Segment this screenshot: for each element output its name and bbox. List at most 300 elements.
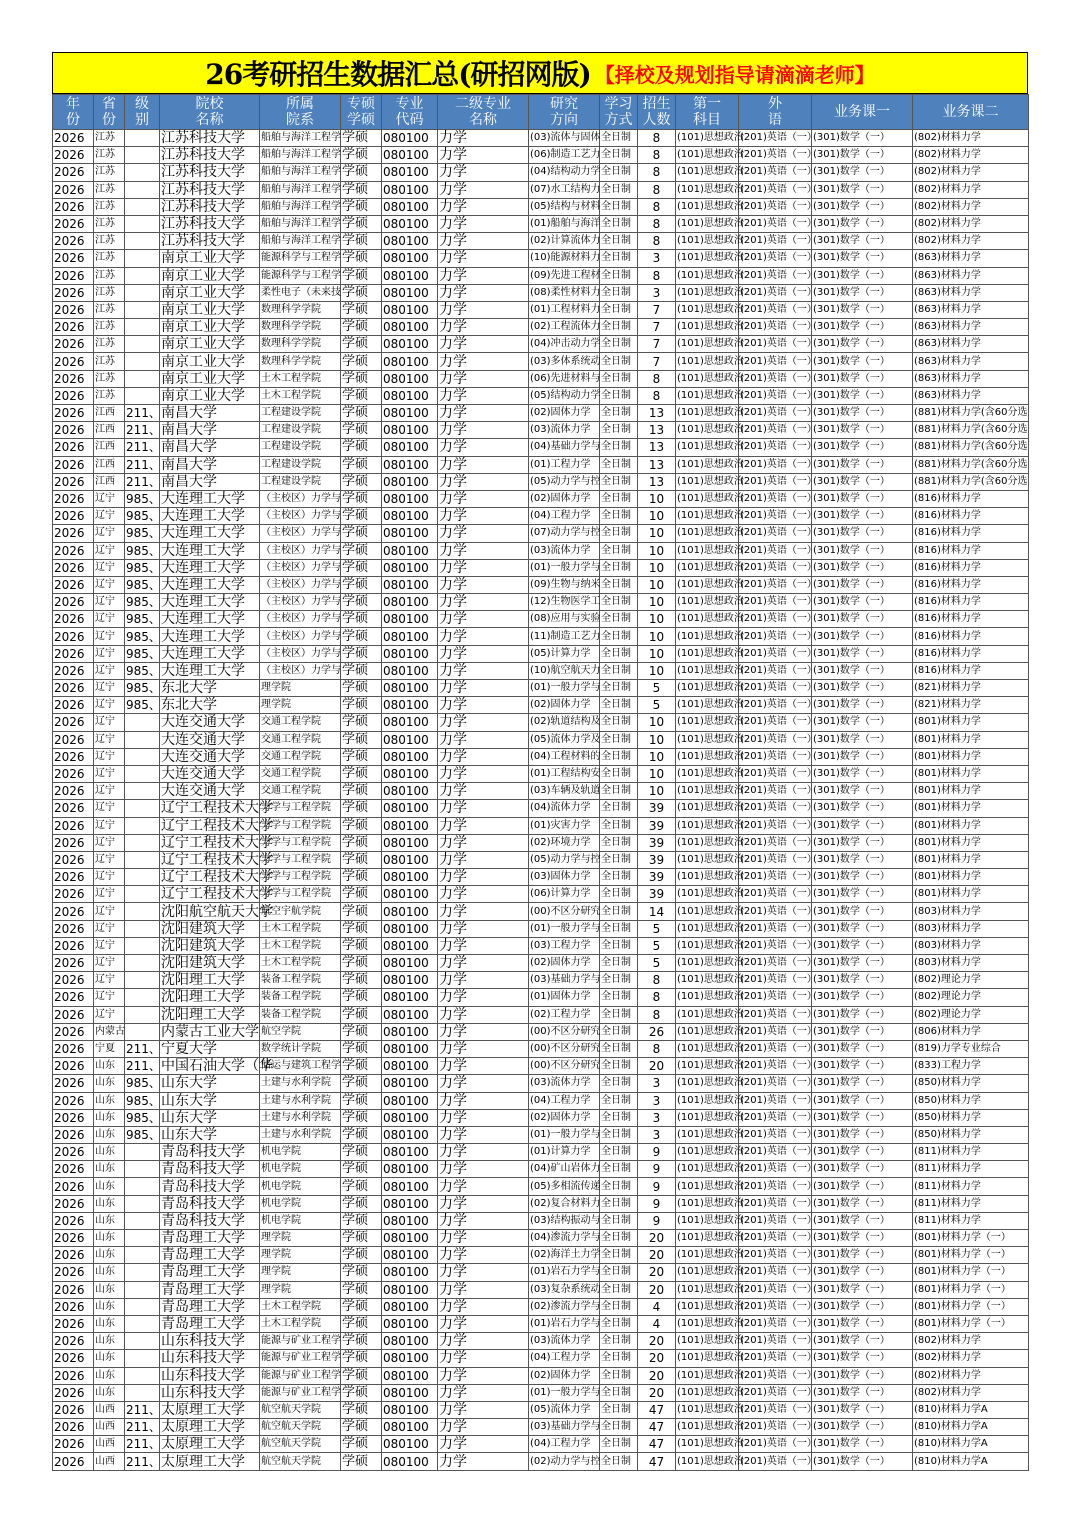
cell-politics-subject: (101)思想政治 bbox=[676, 439, 739, 456]
cell-department: 装备工程学院 bbox=[260, 989, 341, 1006]
cell-research-direction: (03)基础力学与 bbox=[529, 972, 600, 989]
cell-department: （主校区）力学与 bbox=[260, 594, 341, 611]
cell-major-name: 力学 bbox=[438, 989, 529, 1006]
table-row bbox=[53, 353, 1029, 370]
cell-politics-subject: (101)思想政治 bbox=[676, 319, 739, 336]
cell-subject-one: (301)数学（一） bbox=[812, 937, 913, 954]
cell-politics-subject: (101)思想政治 bbox=[676, 422, 739, 439]
cell-year: 2026 bbox=[53, 1384, 94, 1401]
cell-degree-type: 学硕 bbox=[341, 473, 382, 490]
cell-school: 南昌大学 bbox=[160, 456, 260, 473]
cell-school: 沈阳建筑大学 bbox=[160, 920, 260, 937]
cell-degree-type: 学硕 bbox=[341, 1298, 382, 1315]
table-row bbox=[53, 164, 1029, 181]
cell-province: 山东 bbox=[94, 1298, 125, 1315]
cell-level: 985、 bbox=[126, 1076, 161, 1091]
cell-study-mode: 全日制 bbox=[600, 851, 638, 868]
cell-foreign-language: (201)英语（一） bbox=[739, 559, 812, 576]
cell-department: 土木工程学院 bbox=[260, 920, 341, 937]
cell-research-direction: (03)流体力学 bbox=[529, 542, 600, 559]
header-major-code bbox=[382, 95, 438, 130]
cell-foreign-language: (201)英语（一） bbox=[739, 611, 812, 628]
cell-province: 江苏 bbox=[94, 164, 125, 181]
cell-politics-subject: (101)思想政治 bbox=[676, 920, 739, 937]
cell-foreign-language: (201)英语（一） bbox=[739, 233, 812, 250]
cell-foreign-language: (201)英语（一） bbox=[739, 353, 812, 370]
cell-school: 青岛理工大学 bbox=[160, 1230, 260, 1247]
cell-research-direction: (01)岩石力学与 bbox=[529, 1264, 600, 1281]
cell-major-code: 080100 bbox=[382, 1023, 438, 1040]
cell-level bbox=[125, 817, 160, 834]
table-row bbox=[53, 1144, 1029, 1161]
cell-foreign-language: (201)英语（一） bbox=[739, 319, 812, 336]
cell-politics-subject: (101)思想政治 bbox=[676, 1298, 739, 1315]
cell-foreign-language: (201)英语（一） bbox=[739, 1075, 812, 1092]
cell-department: 船舶与海洋工程学 bbox=[260, 181, 341, 198]
cell-study-mode: 全日制 bbox=[600, 1006, 638, 1023]
cell-study-mode: 全日制 bbox=[600, 525, 638, 542]
cell-subject-two: (802)材料力学 bbox=[913, 181, 1029, 198]
cell-study-mode: 全日制 bbox=[600, 439, 638, 456]
cell-level bbox=[125, 1247, 160, 1264]
cell-study-mode: 全日制 bbox=[600, 662, 638, 679]
cell-major-code: 080100 bbox=[382, 525, 438, 542]
cell-quota: 8 bbox=[638, 215, 676, 232]
cell-subject-one: (301)数学（一） bbox=[812, 1006, 913, 1023]
table-row bbox=[53, 594, 1029, 611]
cell-level: 985、 bbox=[126, 595, 161, 610]
cell-province: 山东 bbox=[94, 1161, 125, 1178]
table-row bbox=[53, 422, 1029, 439]
cell-province: 辽宁 bbox=[94, 525, 125, 542]
header-study-mode-line: 学习 bbox=[604, 96, 633, 112]
cell-province: 山东 bbox=[94, 1384, 125, 1401]
cell-province: 辽宁 bbox=[94, 920, 125, 937]
cell-major-name: 力学 bbox=[438, 1058, 529, 1075]
cell-research-direction: (07)动力学与控 bbox=[529, 525, 600, 542]
cell-level bbox=[125, 301, 160, 318]
cell-subject-one: (301)数学（一） bbox=[812, 542, 913, 559]
cell-school: 大连交通大学 bbox=[160, 748, 260, 765]
cell-department: 理学院 bbox=[260, 1247, 341, 1264]
cell-major-name: 力学 bbox=[438, 301, 529, 318]
cell-department: 柔性电子（未来技 bbox=[260, 284, 341, 301]
cell-subject-two: (816)材料力学 bbox=[913, 594, 1029, 611]
cell-research-direction: (02)计算流体力 bbox=[529, 233, 600, 250]
cell-province: 辽宁 bbox=[94, 542, 125, 559]
cell-school: 江苏科技大学 bbox=[160, 215, 260, 232]
cell-research-direction: (00)不区分研究 bbox=[529, 1040, 600, 1057]
cell-school: 山东科技大学 bbox=[160, 1333, 260, 1350]
cell-subject-two: (850)材料力学 bbox=[913, 1126, 1029, 1143]
cell-degree-type: 学硕 bbox=[341, 387, 382, 404]
cell-foreign-language: (201)英语（一） bbox=[739, 267, 812, 284]
cell-subject-two: (810)材料力学A bbox=[913, 1419, 1029, 1436]
cell-major-code: 080100 bbox=[382, 1109, 438, 1126]
cell-major-code: 080100 bbox=[382, 1092, 438, 1109]
cell-year: 2026 bbox=[53, 181, 94, 198]
cell-politics-subject: (101)思想政治 bbox=[676, 662, 739, 679]
cell-school: 山东大学 bbox=[160, 1092, 260, 1109]
cell-quota: 10 bbox=[638, 542, 676, 559]
table-row bbox=[53, 1367, 1029, 1384]
cell-province: 辽宁 bbox=[94, 611, 125, 628]
cell-school: 沈阳航空航天大学 bbox=[161, 903, 273, 920]
header-politics-subject bbox=[676, 95, 739, 130]
cell-level: 211、 bbox=[126, 406, 161, 421]
cell-subject-two: (801)材料力学（一） bbox=[913, 1315, 1029, 1332]
cell-research-direction: (08)应用与实验 bbox=[529, 611, 600, 628]
cell-major-code: 080100 bbox=[382, 164, 438, 181]
cell-foreign-language: (201)英语（一） bbox=[739, 869, 812, 886]
header-foreign-language-line: 语 bbox=[768, 112, 782, 128]
cell-subject-one: (301)数学（一） bbox=[812, 748, 913, 765]
cell-foreign-language: (201)英语（一） bbox=[739, 1144, 812, 1161]
cell-research-direction: (02)固体力学 bbox=[529, 490, 600, 507]
cell-major-name: 力学 bbox=[438, 130, 529, 147]
cell-school: 沈阳理工大学 bbox=[160, 989, 260, 1006]
cell-study-mode: 全日制 bbox=[600, 387, 638, 404]
cell-province: 山东 bbox=[94, 1333, 125, 1350]
cell-school: 太原理工大学 bbox=[160, 1419, 260, 1436]
cell-province: 山东 bbox=[94, 1212, 125, 1229]
cell-level: 985、 bbox=[126, 1127, 161, 1142]
cell-study-mode: 全日制 bbox=[600, 869, 638, 886]
cell-major-code: 080100 bbox=[382, 267, 438, 284]
cell-school: 太原理工大学 bbox=[160, 1453, 260, 1470]
cell-politics-subject: (101)思想政治 bbox=[676, 851, 739, 868]
header-major-code-line: 代码 bbox=[395, 112, 424, 128]
cell-major-name: 力学 bbox=[438, 405, 529, 422]
cell-politics-subject: (101)思想政治 bbox=[676, 903, 739, 920]
cell-quota: 13 bbox=[638, 456, 676, 473]
cell-province: 山西 bbox=[94, 1401, 125, 1418]
cell-department: 力学与工程学院 bbox=[260, 869, 341, 886]
cell-major-name: 力学 bbox=[438, 1401, 529, 1418]
cell-quota: 13 bbox=[638, 473, 676, 490]
cell-major-code: 080100 bbox=[382, 1350, 438, 1367]
cell-subject-one: (301)数学（一） bbox=[812, 645, 913, 662]
cell-politics-subject: (101)思想政治 bbox=[676, 1195, 739, 1212]
cell-politics-subject: (101)思想政治 bbox=[676, 989, 739, 1006]
cell-subject-one: (301)数学（一） bbox=[812, 1419, 913, 1436]
table-row bbox=[53, 473, 1029, 490]
header-subject-one-line: 业务课一 bbox=[834, 104, 890, 120]
cell-major-code: 080100 bbox=[382, 869, 438, 886]
cell-foreign-language: (201)英语（一） bbox=[739, 1281, 812, 1298]
table-row bbox=[53, 1453, 1029, 1470]
cell-level bbox=[125, 319, 160, 336]
cell-major-name: 力学 bbox=[438, 284, 529, 301]
cell-subject-two: (801)材料力学 bbox=[913, 834, 1029, 851]
cell-degree-type: 学硕 bbox=[341, 250, 382, 267]
cell-major-code: 080100 bbox=[382, 731, 438, 748]
cell-politics-subject: (101)思想政治 bbox=[676, 645, 739, 662]
cell-department: 能源与矿业工程学 bbox=[260, 1333, 341, 1350]
table-row bbox=[53, 130, 1029, 147]
cell-department: 力学与工程学院 bbox=[260, 886, 341, 903]
header-degree-type-line: 学硕 bbox=[347, 112, 375, 128]
cell-politics-subject: (101)思想政治 bbox=[676, 1040, 739, 1057]
cell-subject-two: (801)材料力学 bbox=[913, 714, 1029, 731]
cell-subject-one: (301)数学（一） bbox=[812, 267, 913, 284]
cell-politics-subject: (101)思想政治 bbox=[676, 198, 739, 215]
cell-major-code: 080100 bbox=[382, 1384, 438, 1401]
cell-quota: 20 bbox=[638, 1281, 676, 1298]
cell-degree-type: 学硕 bbox=[341, 972, 382, 989]
cell-politics-subject: (101)思想政治 bbox=[676, 1419, 739, 1436]
cell-study-mode: 全日制 bbox=[600, 1367, 638, 1384]
cell-research-direction: (01)一般力学与 bbox=[529, 1384, 600, 1401]
cell-department: 土建与水利学院 bbox=[260, 1109, 341, 1126]
cell-major-code: 080100 bbox=[382, 645, 438, 662]
cell-year: 2026 bbox=[53, 1161, 94, 1178]
cell-quota: 10 bbox=[638, 731, 676, 748]
cell-province: 辽宁 bbox=[94, 834, 125, 851]
cell-school: 青岛理工大学 bbox=[160, 1247, 260, 1264]
cell-major-code: 080100 bbox=[382, 576, 438, 593]
cell-year: 2026 bbox=[53, 714, 94, 731]
cell-major-name: 力学 bbox=[438, 1384, 529, 1401]
cell-department: 能源与矿业工程学 bbox=[260, 1384, 341, 1401]
cell-subject-one: (301)数学（一） bbox=[812, 164, 913, 181]
cell-province: 江苏 bbox=[94, 147, 125, 164]
cell-province: 辽宁 bbox=[94, 697, 125, 714]
cell-school: 南昌大学 bbox=[160, 439, 260, 456]
cell-subject-one: (301)数学（一） bbox=[812, 662, 913, 679]
cell-politics-subject: (101)思想政治 bbox=[676, 1264, 739, 1281]
cell-major-name: 力学 bbox=[438, 800, 529, 817]
cell-research-direction: (03)基础力学与 bbox=[529, 1419, 600, 1436]
cell-level: 985、 bbox=[126, 577, 161, 592]
cell-level bbox=[125, 1333, 160, 1350]
cell-study-mode: 全日制 bbox=[600, 955, 638, 972]
cell-level bbox=[125, 387, 160, 404]
cell-foreign-language: (201)英语（一） bbox=[739, 1333, 812, 1350]
table-row bbox=[53, 1109, 1029, 1126]
cell-school: 大连理工大学 bbox=[160, 645, 260, 662]
cell-subject-two: (816)材料力学 bbox=[913, 645, 1029, 662]
cell-subject-one: (301)数学（一） bbox=[812, 1109, 913, 1126]
cell-level: 211、 bbox=[126, 1059, 161, 1074]
header-subject-one bbox=[812, 95, 913, 130]
cell-politics-subject: (101)思想政治 bbox=[676, 542, 739, 559]
cell-major-name: 力学 bbox=[438, 765, 529, 782]
cell-study-mode: 全日制 bbox=[600, 1436, 638, 1453]
cell-subject-one: (301)数学（一） bbox=[812, 319, 913, 336]
cell-major-code: 080100 bbox=[382, 1144, 438, 1161]
cell-study-mode: 全日制 bbox=[600, 1230, 638, 1247]
cell-major-code: 080100 bbox=[382, 937, 438, 954]
cell-major-name: 力学 bbox=[438, 955, 529, 972]
cell-school: 辽宁工程技术大学 bbox=[161, 817, 273, 834]
cell-subject-one: (301)数学（一） bbox=[812, 284, 913, 301]
cell-major-code: 080100 bbox=[382, 594, 438, 611]
cell-subject-one: (301)数学（一） bbox=[812, 714, 913, 731]
cell-degree-type: 学硕 bbox=[341, 456, 382, 473]
table-row bbox=[53, 181, 1029, 198]
cell-politics-subject: (101)思想政治 bbox=[676, 490, 739, 507]
cell-politics-subject: (101)思想政治 bbox=[676, 680, 739, 697]
cell-school: 大连理工大学 bbox=[160, 576, 260, 593]
cell-research-direction: (10)能源材料力 bbox=[529, 250, 600, 267]
cell-department: 机电学院 bbox=[260, 1178, 341, 1195]
cell-degree-type: 学硕 bbox=[341, 920, 382, 937]
cell-subject-two: (816)材料力学 bbox=[913, 525, 1029, 542]
cell-subject-one: (301)数学（一） bbox=[812, 869, 913, 886]
cell-department: （主校区）力学与 bbox=[260, 508, 341, 525]
cell-degree-type: 学硕 bbox=[341, 1436, 382, 1453]
cell-research-direction: (05)结构动力学 bbox=[529, 387, 600, 404]
cell-politics-subject: (101)思想政治 bbox=[676, 869, 739, 886]
cell-department: 交通工程学院 bbox=[260, 731, 341, 748]
cell-subject-two: (803)材料力学 bbox=[913, 903, 1029, 920]
cell-quota: 8 bbox=[638, 181, 676, 198]
table-row bbox=[53, 1264, 1029, 1281]
table-row bbox=[53, 955, 1029, 972]
cell-school: 江苏科技大学 bbox=[160, 164, 260, 181]
cell-foreign-language: (201)英语（一） bbox=[739, 886, 812, 903]
cell-school: 中国石油大学（华 bbox=[161, 1058, 273, 1075]
cell-level: 985、 bbox=[126, 560, 161, 575]
cell-year: 2026 bbox=[53, 1247, 94, 1264]
cell-province: 辽宁 bbox=[94, 594, 125, 611]
table-body bbox=[53, 130, 1029, 1471]
cell-school: 大连理工大学 bbox=[160, 525, 260, 542]
cell-year: 2026 bbox=[53, 198, 94, 215]
cell-degree-type: 学硕 bbox=[341, 422, 382, 439]
cell-study-mode: 全日制 bbox=[600, 1247, 638, 1264]
cell-subject-one: (301)数学（一） bbox=[812, 972, 913, 989]
cell-study-mode: 全日制 bbox=[600, 886, 638, 903]
cell-degree-type: 学硕 bbox=[341, 731, 382, 748]
cell-subject-two: (816)材料力学 bbox=[913, 611, 1029, 628]
cell-year: 2026 bbox=[53, 1453, 94, 1470]
table-row bbox=[53, 1126, 1029, 1143]
cell-province: 辽宁 bbox=[94, 886, 125, 903]
cell-quota: 8 bbox=[638, 164, 676, 181]
cell-level bbox=[125, 937, 160, 954]
cell-department: 土木工程学院 bbox=[260, 370, 341, 387]
cell-level bbox=[125, 748, 160, 765]
cell-province: 江苏 bbox=[94, 284, 125, 301]
cell-study-mode: 全日制 bbox=[600, 748, 638, 765]
table-row bbox=[53, 1384, 1029, 1401]
cell-subject-one: (301)数学（一） bbox=[812, 456, 913, 473]
cell-study-mode: 全日制 bbox=[600, 559, 638, 576]
cell-degree-type: 学硕 bbox=[341, 869, 382, 886]
cell-foreign-language: (201)英语（一） bbox=[739, 1058, 812, 1075]
cell-province: 辽宁 bbox=[94, 869, 125, 886]
cell-subject-two: (863)材料力学 bbox=[913, 250, 1029, 267]
cell-year: 2026 bbox=[53, 697, 94, 714]
cell-subject-one: (301)数学（一） bbox=[812, 130, 913, 147]
cell-year: 2026 bbox=[53, 731, 94, 748]
cell-school: 南京工业大学 bbox=[160, 336, 260, 353]
table-row bbox=[53, 1212, 1029, 1229]
cell-year: 2026 bbox=[53, 748, 94, 765]
cell-quota: 9 bbox=[638, 1161, 676, 1178]
cell-foreign-language: (201)英语（一） bbox=[739, 508, 812, 525]
cell-study-mode: 全日制 bbox=[600, 920, 638, 937]
cell-subject-one: (301)数学（一） bbox=[812, 405, 913, 422]
cell-subject-one: (301)数学（一） bbox=[812, 1144, 913, 1161]
cell-level bbox=[125, 1264, 160, 1281]
table-row bbox=[53, 1161, 1029, 1178]
cell-school: 南京工业大学 bbox=[160, 387, 260, 404]
cell-subject-two: (802)材料力学 bbox=[913, 1333, 1029, 1350]
cell-study-mode: 全日制 bbox=[600, 542, 638, 559]
cell-politics-subject: (101)思想政治 bbox=[676, 284, 739, 301]
cell-research-direction: (02)固体力学 bbox=[529, 955, 600, 972]
header-degree-type-line: 专硕 bbox=[347, 96, 375, 112]
cell-degree-type: 学硕 bbox=[341, 284, 382, 301]
cell-foreign-language: (201)英语（一） bbox=[739, 748, 812, 765]
cell-year: 2026 bbox=[53, 456, 94, 473]
cell-study-mode: 全日制 bbox=[600, 370, 638, 387]
cell-research-direction: (01)船舶与海洋 bbox=[529, 215, 600, 232]
cell-subject-two: (803)材料力学 bbox=[913, 920, 1029, 937]
header-province-line: 省 bbox=[102, 96, 116, 112]
cell-research-direction: (03)复杂系统动 bbox=[529, 1281, 600, 1298]
cell-province: 辽宁 bbox=[94, 817, 125, 834]
cell-level bbox=[125, 1178, 160, 1195]
cell-major-code: 080100 bbox=[382, 955, 438, 972]
cell-level bbox=[125, 353, 160, 370]
cell-study-mode: 全日制 bbox=[600, 731, 638, 748]
cell-research-direction: (06)先进材料与 bbox=[529, 370, 600, 387]
cell-year: 2026 bbox=[53, 1126, 94, 1143]
cell-subject-two: (801)材料力学 bbox=[913, 800, 1029, 817]
cell-quota: 10 bbox=[638, 594, 676, 611]
cell-foreign-language: (201)英语（一） bbox=[739, 594, 812, 611]
cell-subject-one: (301)数学（一） bbox=[812, 1281, 913, 1298]
cell-foreign-language: (201)英语（一） bbox=[739, 490, 812, 507]
cell-foreign-language: (201)英语（一） bbox=[739, 1298, 812, 1315]
cell-level bbox=[125, 215, 160, 232]
cell-research-direction: (04)工程力学 bbox=[529, 1092, 600, 1109]
cell-level bbox=[125, 834, 160, 851]
cell-major-code: 080100 bbox=[382, 611, 438, 628]
cell-province: 辽宁 bbox=[94, 748, 125, 765]
cell-politics-subject: (101)思想政治 bbox=[676, 1247, 739, 1264]
cell-foreign-language: (201)英语（一） bbox=[739, 1178, 812, 1195]
cell-subject-two: (810)材料力学A bbox=[913, 1436, 1029, 1453]
cell-quota: 13 bbox=[638, 422, 676, 439]
cell-study-mode: 全日制 bbox=[600, 834, 638, 851]
cell-study-mode: 全日制 bbox=[600, 336, 638, 353]
cell-major-code: 080100 bbox=[382, 319, 438, 336]
cell-quota: 39 bbox=[638, 800, 676, 817]
table-row bbox=[53, 490, 1029, 507]
cell-year: 2026 bbox=[53, 1298, 94, 1315]
cell-department: （主校区）力学与 bbox=[260, 490, 341, 507]
cell-major-name: 力学 bbox=[438, 903, 529, 920]
cell-major-name: 力学 bbox=[438, 1023, 529, 1040]
cell-quota: 10 bbox=[638, 662, 676, 679]
cell-politics-subject: (101)思想政治 bbox=[676, 250, 739, 267]
cell-politics-subject: (101)思想政治 bbox=[676, 1401, 739, 1418]
cell-subject-two: (801)材料力学 bbox=[913, 783, 1029, 800]
cell-province: 江苏 bbox=[94, 198, 125, 215]
cell-quota: 20 bbox=[638, 1333, 676, 1350]
cell-degree-type: 学硕 bbox=[341, 181, 382, 198]
cell-politics-subject: (101)思想政治 bbox=[676, 508, 739, 525]
cell-department: 土木工程学院 bbox=[260, 955, 341, 972]
cell-level bbox=[125, 851, 160, 868]
cell-level bbox=[125, 783, 160, 800]
cell-major-name: 力学 bbox=[438, 508, 529, 525]
